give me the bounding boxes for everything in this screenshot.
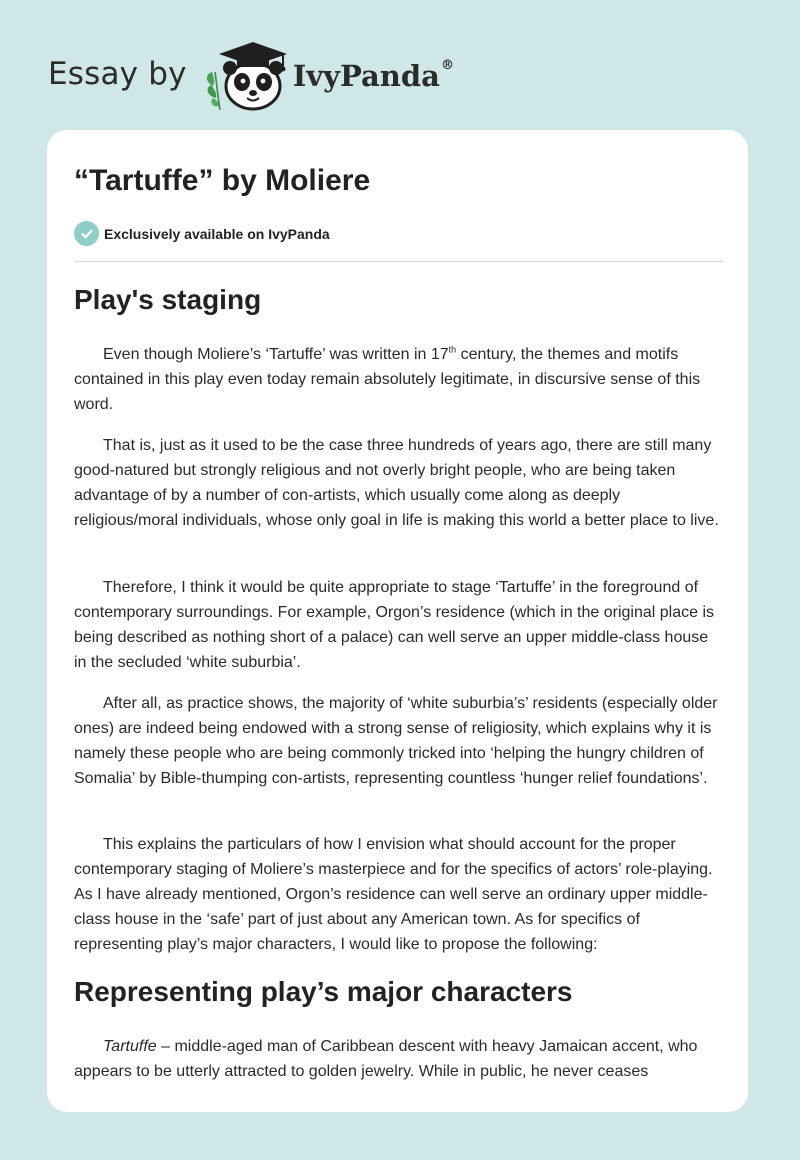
paragraph: Therefore, I think it would be quite appropriate to stage ‘Tartuffe’ in the foreground of contemporary surroundings. For example, Orgon’s residence (which in the original place is being described as nothing short of a palace) can well serve an upper middle-class house in the secluded ‘white suburbia’.: [74, 579, 715, 671]
page-title: “Tartuffe” by Moliere: [74, 164, 371, 197]
essay-card: [47, 130, 748, 1112]
essay-by-label: Essay by: [48, 56, 187, 92]
section-heading: Representing play’s major characters: [74, 976, 573, 1007]
panda-graduation-cap-icon: [199, 36, 291, 112]
divider: [74, 261, 723, 262]
check-circle-icon: [74, 221, 99, 246]
exclusive-badge: [74, 221, 330, 246]
paragraph: After all, as practice shows, the majority of ‘white suburbia’s’ residents (especially older ones) are indeed being endowed with a strong sense of religiosity, which explains why it is namely these people who are being commonly tricked into ‘helping the hungry children of Somalia’ by Bible-thumping con-artists, representing countless ‘hunger relief foundations’.: [74, 695, 718, 787]
brand-logo-text: IvyPanda®: [292, 58, 454, 93]
section-heading: Play's staging: [74, 284, 262, 315]
paragraph: Tartuffe – middle-aged man of Caribbean descent with heavy Jamaican accent, who appears to be utterly attracted to golden jewelry. While in public, he never ceases: [74, 1038, 698, 1080]
exclusive-label: Exclusively available on IvyPanda: [104, 225, 330, 242]
paragraph: That is, just as it used to be the case three hundreds of years ago, there are still many good-natured but strongly religious and not overly bright people, who are being taken advantage of by a number of con-artists, which usually come along as deeply religious/moral individuals, whose only goal in life is making this world a better place to live.: [74, 437, 719, 529]
paragraph: Even though Moliere’s ‘Tartuffe’ was written in 17th century, the themes and motifs contained in this play even today remain absolutely legitimate, in discursive sense of this word.: [74, 344, 701, 413]
paragraph: This explains the particulars of how I envision what should account for the proper contemporary staging of Moliere’s masterpiece and for the specifics of actors’ role-playing. As I have already mentioned, Orgon’s residence can well serve an ordinary upper middle-class house in the ‘safe’ part of just about any American town. As for specifics of representing play’s major characters, I would like to propose the following:: [74, 836, 713, 953]
site-header: [48, 34, 454, 114]
